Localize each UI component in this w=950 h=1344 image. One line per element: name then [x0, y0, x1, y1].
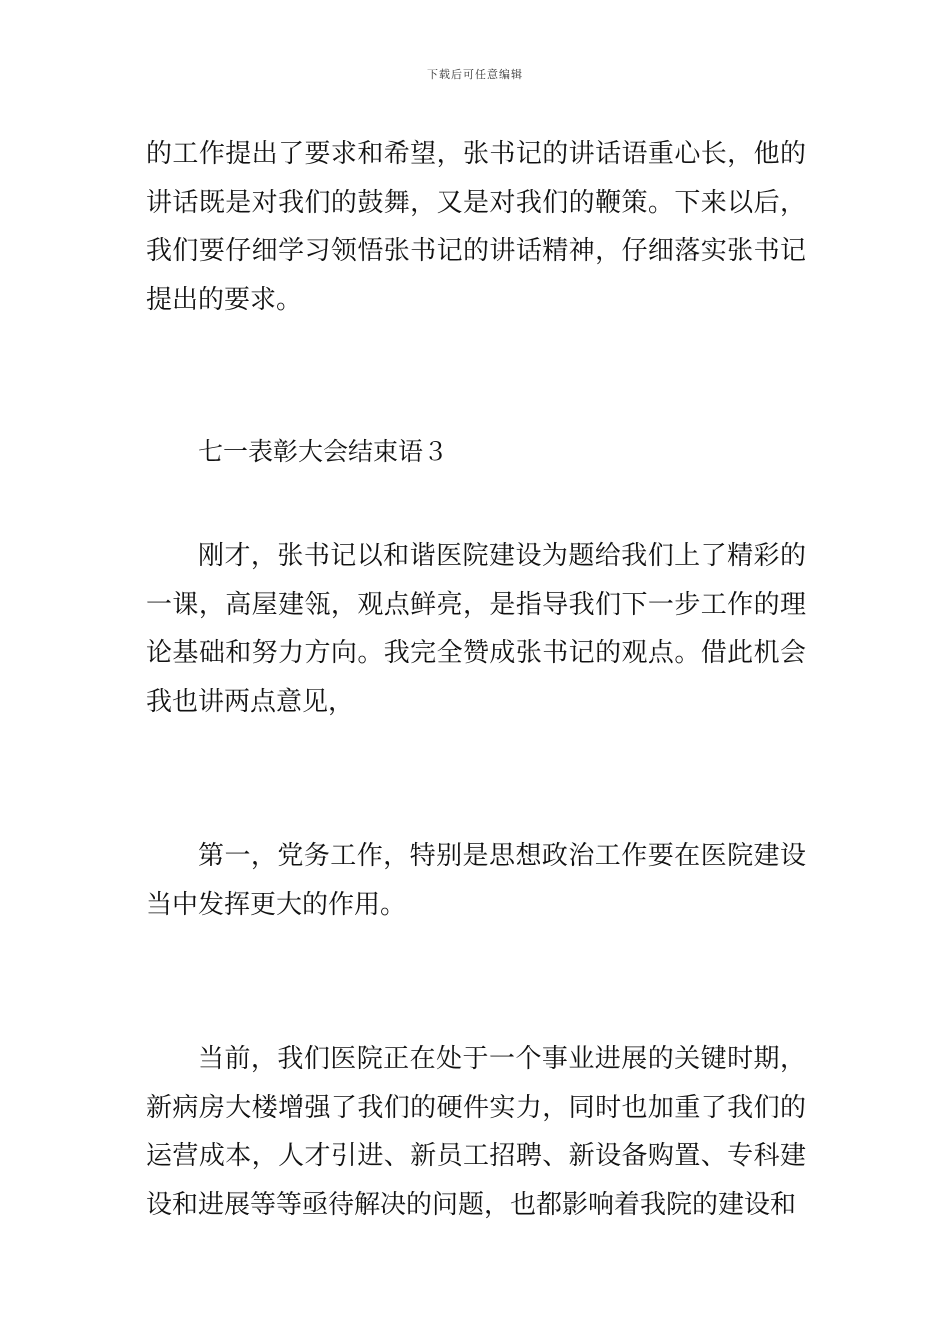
paragraph-2: 刚才，张书记以和谐医院建设为题给我们上了精彩的一课，高屋建瓴，观点鲜亮，是指导我们下一步工作的理论基础和努力方向。我完全赞成张书记的观点。借此机会我也讲两点意见，	[146, 541, 806, 717]
paragraph-4: 当前，我们医院正在处于一个事业进展的关键时期，新病房大楼增强了我们的硬件实力，同时也加重了我们的运营成本，人才引进、新员工招聘、新设备购置、专科建设和进展等等亟待解决的问题，也都影响着我院的建设和	[146, 1044, 806, 1220]
spacer	[146, 929, 806, 1035]
paragraph-3: 第一，党务工作，特别是思想政治工作要在医院建设当中发挥更大的作用。	[146, 841, 806, 920]
page-header-note: 下载后可任意编辑	[427, 68, 523, 81]
spacer	[146, 476, 806, 532]
spacer	[146, 324, 806, 428]
paragraph-1: 的工作提出了要求和希望，张书记的讲话语重心长，他的讲话既是对我们的鼓舞，又是对我们的鞭策。下来以后，我们要仔细学习领悟张书记的讲话精神，仔细落实张书记提出的要求。	[146, 139, 806, 315]
document-body	[146, 130, 806, 1229]
spacer	[146, 726, 806, 832]
section-title: 七一表彰大会结束语３	[198, 437, 449, 466]
